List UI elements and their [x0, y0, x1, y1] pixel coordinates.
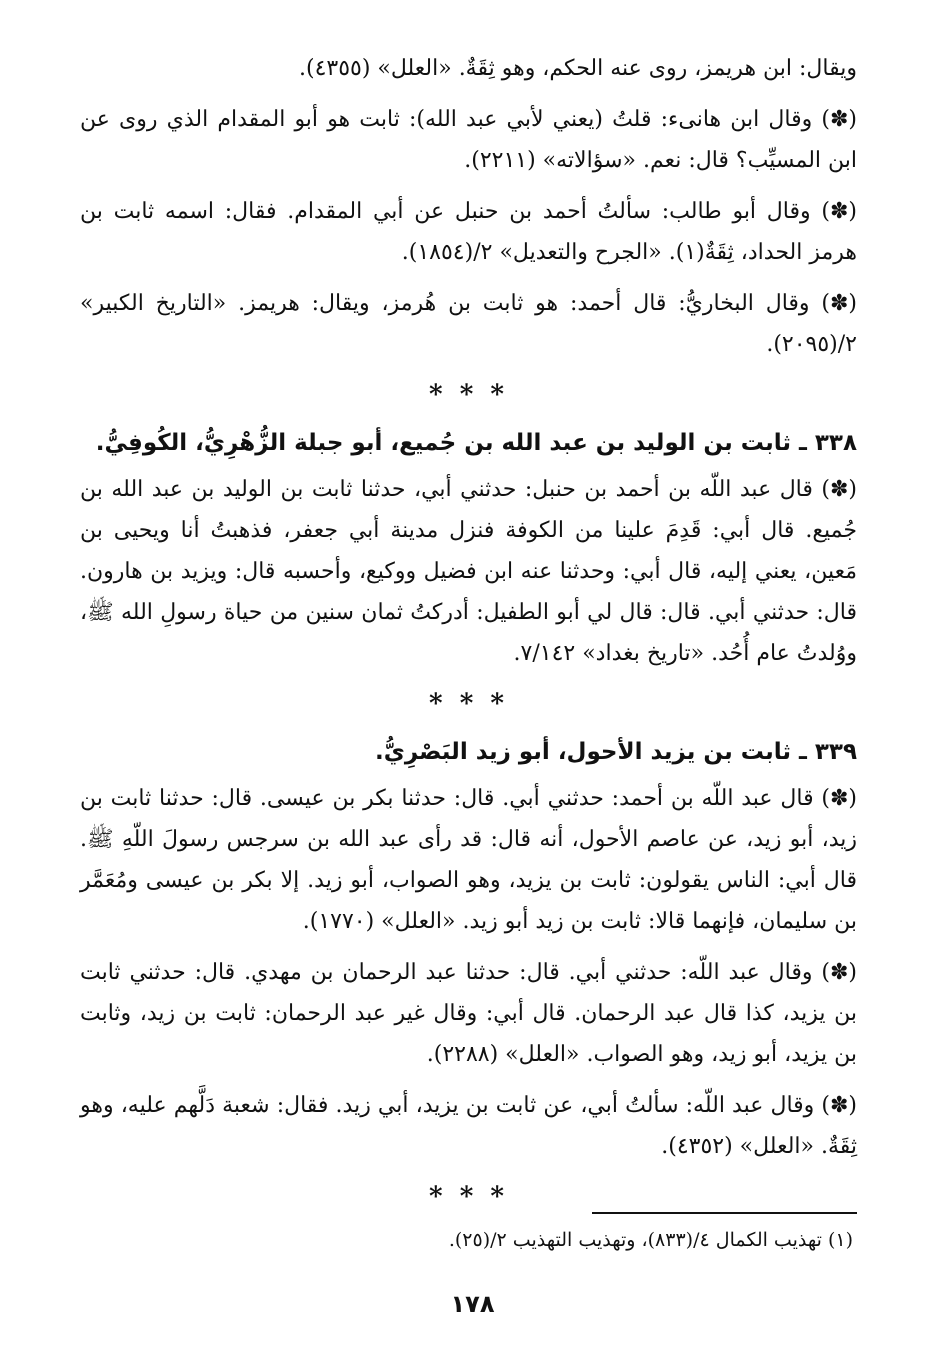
paragraph: (✽) وقال ابن هانىء: قلتُ (يعني لأبي عبد الله): ثابت هو أبو المقدام الذي روى عن ابن المسيِّب؟ قال: نعم. «سؤالاته» (٢٢١١).: [80, 107, 857, 173]
paragraph: ويقال: ابن هريمز، روى عنه الحكم، وهو ثِقَةٌ. «العلل» (٤٣٥٥).: [298, 56, 857, 81]
page-body: [80, 48, 857, 1362]
section-separator: * * *: [429, 380, 508, 410]
paragraph: (✽) وقال أبو طالب: سألتُ أحمد بن حنبل عن أبي المقدام. فقال: اسمه ثابت بن هرمز الحداد، ثِقَةٌ(١). «الجرح والتعديل» ٢/(١٨٥٤).: [80, 199, 857, 265]
paragraph: (✽) وقال البخاريُّ: قال أحمد: هو ثابت بن هُرمز، ويقال: هريمز. «التاريخ الكبير» ٢/(٢٠٩٥).: [80, 291, 857, 357]
section-separator: * * *: [429, 689, 508, 719]
entry-heading-339: ٣٣٩ ـ ثابت بن يزيد الأحول، أبو زيد البَصْرِيُّ.: [375, 739, 857, 765]
footnote-divider: [592, 1212, 857, 1214]
paragraph: (✽) وقال عبد اللّه: حدثني أبي. قال: حدثنا عبد الرحمان بن مهدي. قال: حدثني ثابت بن يزيد، كذا قال عبد الرحمان. قال أبي: وقال غير عبد الرحمان: ثابت بن زيد، وثابت بن يزيد، أبو زيد، وهو الصواب. «العلل» (٢٢٨٨).: [80, 960, 857, 1067]
footnote: (١) تهذيب الكمال ٤/(٨٣٣)، وتهذيب التهذيب ٢/(٢٥).: [448, 1229, 853, 1251]
paragraph: (✽) قال عبد اللّه بن أحمد بن حنبل: حدثني أبي، حدثنا ثابت بن الوليد بن عبد الله بن جُميع. قال أبي: قَدِمَ علينا من الكوفة فنزل مدينة أبي جعفر، فذهبتُ أنا ويحيى بن مَعين، يعني إليه، قال أبي: وحدثنا عنه ابن فضيل ووكيع، وأحسبه قال: ويزيد بن هارون. قال: حدثني أبي. قال: قال لي أبو الطفيل: أدركتُ ثمان سنين من حياة رسولِ الله ﷺ، ووُلدتُ عام أُحُد. «تاريخ بغداد» ٧/١٤٢.: [80, 477, 857, 666]
paragraph: (✽) قال عبد اللّه بن أحمد: حدثني أبي. قال: حدثنا بكر بن عيسى. قال: حدثنا ثابت بن زيد، أبو زيد، عن عاصم الأحول، أنه قال: قد رأى عبد الله بن سرجس رسولَ اللّهِ ﷺ. قال أبي: الناس يقولون: ثابت بن يزيد، وهو الصواب، أبو زيد. إلا بكر بن عيسى ومُعَمَّر بن سليمان، فإنهما قالا: ثابت بن زيد أبو زيد. «العلل» (١٧٧٠).: [80, 786, 857, 934]
page-number: ١٧٨: [450, 1290, 495, 1318]
entry-heading-338: ٣٣٨ ـ ثابت بن الوليد بن عبد الله بن جُميع، أبو جبلة الزُّهْرِيُّ، الكُوفِيُّ.: [95, 430, 857, 456]
paragraph: (✽) وقال عبد اللّه: سألتُ أبي، عن ثابت بن يزيد، أبي زيد. فقال: شعبة دَلَّهم عليه، وهو ثِقَةٌ. «العلل» (٤٣٥٢).: [80, 1093, 857, 1159]
section-separator: * * *: [429, 1182, 508, 1212]
